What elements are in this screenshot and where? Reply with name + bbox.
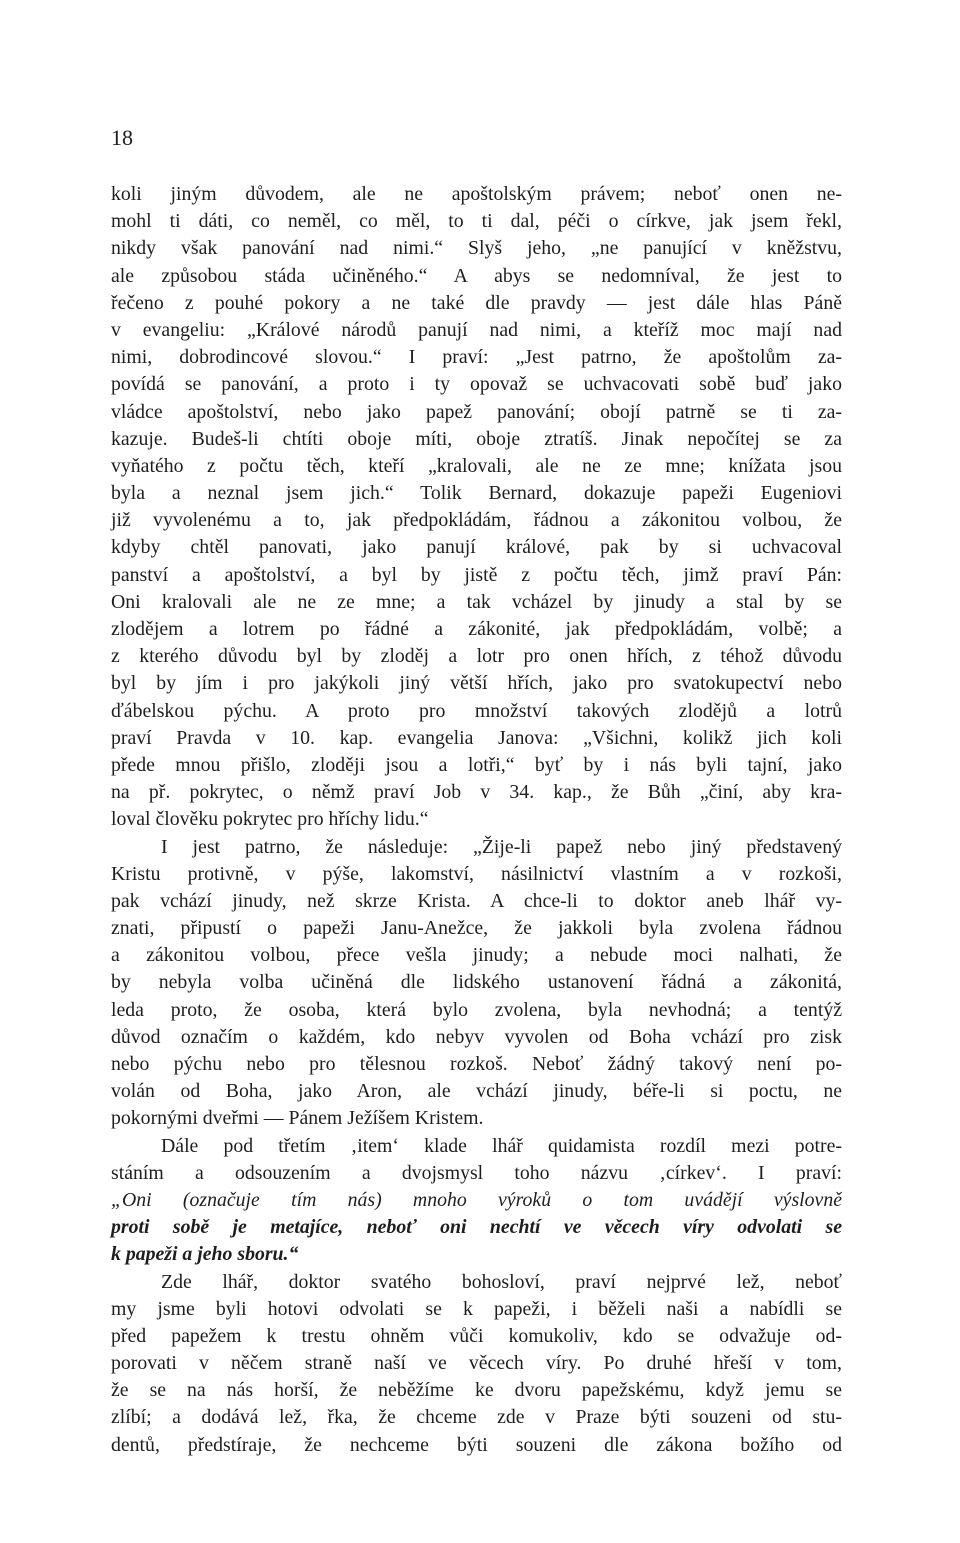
text-line: nikdy však panování nad nimi.“ Slyš jeho, „ne panující v kněžstvu, [111, 237, 842, 260]
text-line: stáním a odsouzením a dvojsmysl toho názvu ‚církev‘. I praví: [111, 1161, 842, 1184]
text-line: že se na nás horší, že neběžíme ke dvoru papežskému, když jemu se [111, 1379, 842, 1402]
text-line: nebo pýchu nebo pro tělesnou rozkoš. Neboť žádný takový není po- [111, 1053, 842, 1075]
text-line: I jest patrno, že následuje: „Žije-li papež nebo jiný představený [161, 835, 842, 858]
text-line: vládce apoštolství, nebo jako papež panování; obojí patrně se ti za- [111, 400, 842, 423]
text-line: zlodějem a lotrem po řádné a zákonité, jak předpokládám, volbě; a [111, 618, 842, 640]
text-line: porovati v něčem straně naší ve věcech víry. Po druhé hřeší v tom, [111, 1352, 842, 1375]
page-number: 18 [111, 125, 133, 150]
text-line: Kristu protivně, v pýše, lakomství, násilnictví vlastním a v rozkoši, [111, 862, 842, 885]
text-line: loval člověku pokrytec pro hříchy lidu.“ [111, 808, 429, 831]
text-line: zlíbí; a dodává lež, řka, že chceme zde v Praze býti souzeni od stu- [111, 1406, 842, 1429]
text-line: znati, připustí o papeži Janu-Anežce, že jakkoli byla zvolena řádnou [111, 917, 842, 940]
text-line: ďábelskou pýchu. A proto pro množství takových zlodějů a lotrů [111, 699, 842, 722]
text-line: panství a apoštolství, a byl by jistě z počtu těch, jimž praví Pán: [111, 563, 842, 586]
text-line: povídá se panování, a proto i ty opovaž se uchvacovati sobě buď jako [111, 373, 842, 396]
text-line: koli jiným důvodem, ale ne apoštolským právem; neboť onen ne- [111, 183, 842, 205]
text-line: již vyvolenému a to, jak předpokládám, řádnou a zákonitou volbou, že [111, 509, 842, 532]
text-line: nimi, dobrodincové slovou.“ I praví: „Jest patrno, že apoštolům za- [111, 346, 842, 369]
text-line: přede mnou přišlo, zloději jsou a lotři,“ byť by i nás byli tajní, jako [111, 753, 842, 776]
text-line: Zde lhář, doktor svatého bohosloví, praví nejprvé lež, neboť [161, 1270, 842, 1293]
text-line: z kterého důvodu byl by zloděj a lotr pro onen hřích, z téhož důvodu [111, 645, 842, 668]
text-line: důvod označím o každém, kdo nebyv vyvolen od Boha vchází pro zisk [111, 1025, 842, 1048]
text-line: Oni kralovali ale ne ze mne; a tak vcházel by jinudy a stal by se [111, 590, 842, 613]
text-line: mohl ti dáti, co neměl, co měl, to ti dal, péči o církve, jak jsem řekl, [111, 210, 842, 233]
text-line: praví Pravda v 10. kap. evangelia Janova: „Všichni, kolikž jich koli [111, 726, 842, 749]
text-line: pokornými dveřmi — Pánem Ježíšem Kristem. [111, 1107, 484, 1130]
text-line: Dále pod třetím ‚item‘ klade lhář quidamista rozdíl mezi potre- [161, 1134, 842, 1157]
text-line: „Oni (označuje tím nás) mnoho výroků o tom uvádějí výslovně [111, 1188, 842, 1211]
text-line: proti sobě je metajíce, neboť oni nechtí ve věcech víry odvolati se [111, 1216, 842, 1239]
text-line: leda proto, že osoba, která bylo zvolena, byla nevhodná; a tentýž [111, 998, 842, 1021]
text-line: dentů, předstíraje, že nechceme býti souzeni dle zákona božího od [111, 1433, 842, 1456]
text-line: k papeži a jeho sboru.“ [111, 1243, 299, 1266]
text-line: my jsme byli hotovi odvolati se k papeži, i běželi naši a nabídli se [111, 1297, 842, 1320]
text-line: byla a neznal jsem jich.“ Tolik Bernard, dokazuje papeži Eugeniovi [111, 482, 842, 505]
text-line: volán od Boha, jako Aron, ale vchází jinudy, béře-li si poctu, ne [111, 1080, 842, 1103]
text-line: pak vchází jinudy, než skrze Krista. A chce-li to doktor aneb lhář vy- [111, 889, 842, 912]
text-line: kazuje. Budeš-li chtíti oboje míti, oboje ztratíš. Jinak nepočítej se za [111, 427, 842, 450]
text-line: ale způsobou stáda učiněného.“ A abys se nedomníval, že jest to [111, 264, 842, 287]
text-line: řečeno z pouhé pokory a ne také dle pravdy — jest dále hlas Páně [111, 291, 842, 314]
body-text [111, 181, 842, 1459]
text-line: byl by jím i pro jakýkoli jiný větší hřích, jako pro svatokupectví nebo [111, 672, 842, 695]
text-line: kdyby chtěl panovati, jako panují králové, pak by si uchvacoval [111, 536, 842, 559]
text-line: v evangeliu: „Králové národů panují nad nimi, a kteříž moc mají nad [111, 318, 842, 341]
text-line: a zákonitou volbou, přece vešla jinudy; a nebude moci nalhati, že [111, 944, 842, 967]
text-line: na př. pokrytec, o němž praví Job v 34. kap., že Bůh „činí, aby kra- [111, 781, 842, 804]
text-line: vyňatého z počtu těch, kteří „kralovali, ale ne ze mne; knížata jsou [111, 454, 842, 477]
text-line: před papežem k trestu ohněm vůči komukoliv, kdo se odvažuje od- [111, 1324, 842, 1347]
text-line: by nebyla volba učiněná dle lidského ustanovení řádná a zákonitá, [111, 971, 842, 994]
